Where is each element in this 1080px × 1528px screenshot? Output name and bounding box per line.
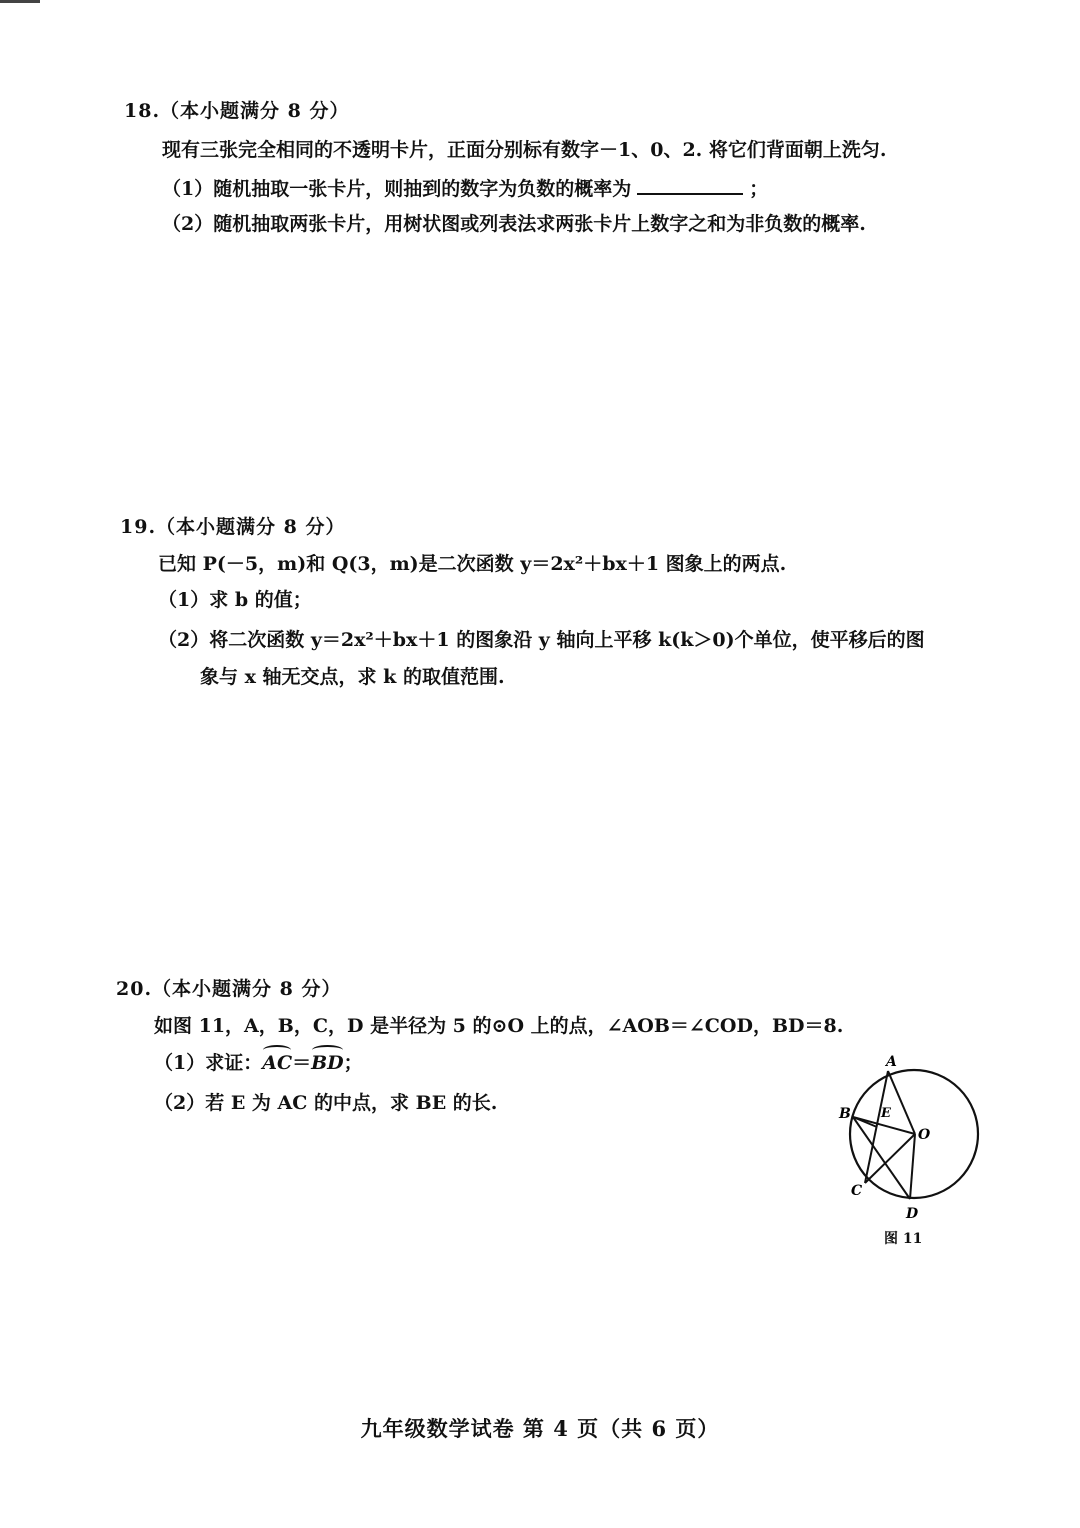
label-d: D [906,1206,919,1222]
label-b: B [839,1106,851,1122]
question-20-header: 20.（本小题满分 8 分） [116,978,342,1000]
question-20-part1-prefix: （1）求证： [154,1052,263,1074]
question-18-header: 18.（本小题满分 8 分） [124,100,350,122]
label-c: C [851,1183,863,1199]
question-18-part1-text: （1）随机抽取一张卡片，则抽到的数字为负数的概率为 [162,178,632,200]
arc-bd: BD [311,1052,344,1074]
label-a: A [886,1054,897,1070]
question-18-part1-end: ； [749,178,769,200]
question-19-part2-line2: 象与 x 轴无交点，求 k 的取值范围. [200,666,505,688]
question-18 [124,96,350,123]
label-o: O [918,1127,931,1143]
question-18-stem: 现有三张完全相同的不透明卡片，正面分别标有数字－1、0、2. 将它们背面朝上洗匀. [162,139,887,161]
figure-caption: 图 11 [884,1231,923,1247]
question-20-stem: 如图 11，A，B，C，D 是半径为 5 的⊙O 上的点，∠AOB＝∠COD，BD＝8. [154,1015,844,1037]
equals-sign: ＝ [292,1052,312,1074]
figure-11-circle-diagram [830,1050,1000,1230]
question-20-part1 [154,1050,363,1076]
question-20-part2: （2）若 E 为 AC 的中点，求 BE 的长. [154,1092,498,1114]
question-19-part2-line1: （2）将二次函数 y＝2x²＋bx＋1 的图象沿 y 轴向上平移 k(k＞0)个单位，使平移后的图 [158,629,925,651]
question-18-part1 [162,175,768,202]
arc-ac: AC [262,1052,293,1074]
segment-ao [888,1071,915,1134]
answer-blank[interactable] [637,175,743,195]
question-19-stem: 已知 P(－5，m)和 Q(3，m)是二次函数 y＝2x²＋bx＋1 图象上的两点. [158,553,787,575]
segment-co [865,1134,915,1183]
question-19-part1: （1）求 b 的值； [158,589,312,611]
question-20-part1-end: ； [343,1052,363,1074]
label-e: E [881,1106,891,1121]
question-18-part2: （2）随机抽取两张卡片，用树状图或列表法求两张卡片上数字之和为非负数的概率. [162,213,866,235]
segment-do [910,1134,915,1199]
page-footer: 九年级数学试卷 第 4 页（共 6 页） [360,1416,720,1441]
question-19-header: 19.（本小题满分 8 分） [120,516,346,538]
scan-corner-mark [0,0,40,3]
